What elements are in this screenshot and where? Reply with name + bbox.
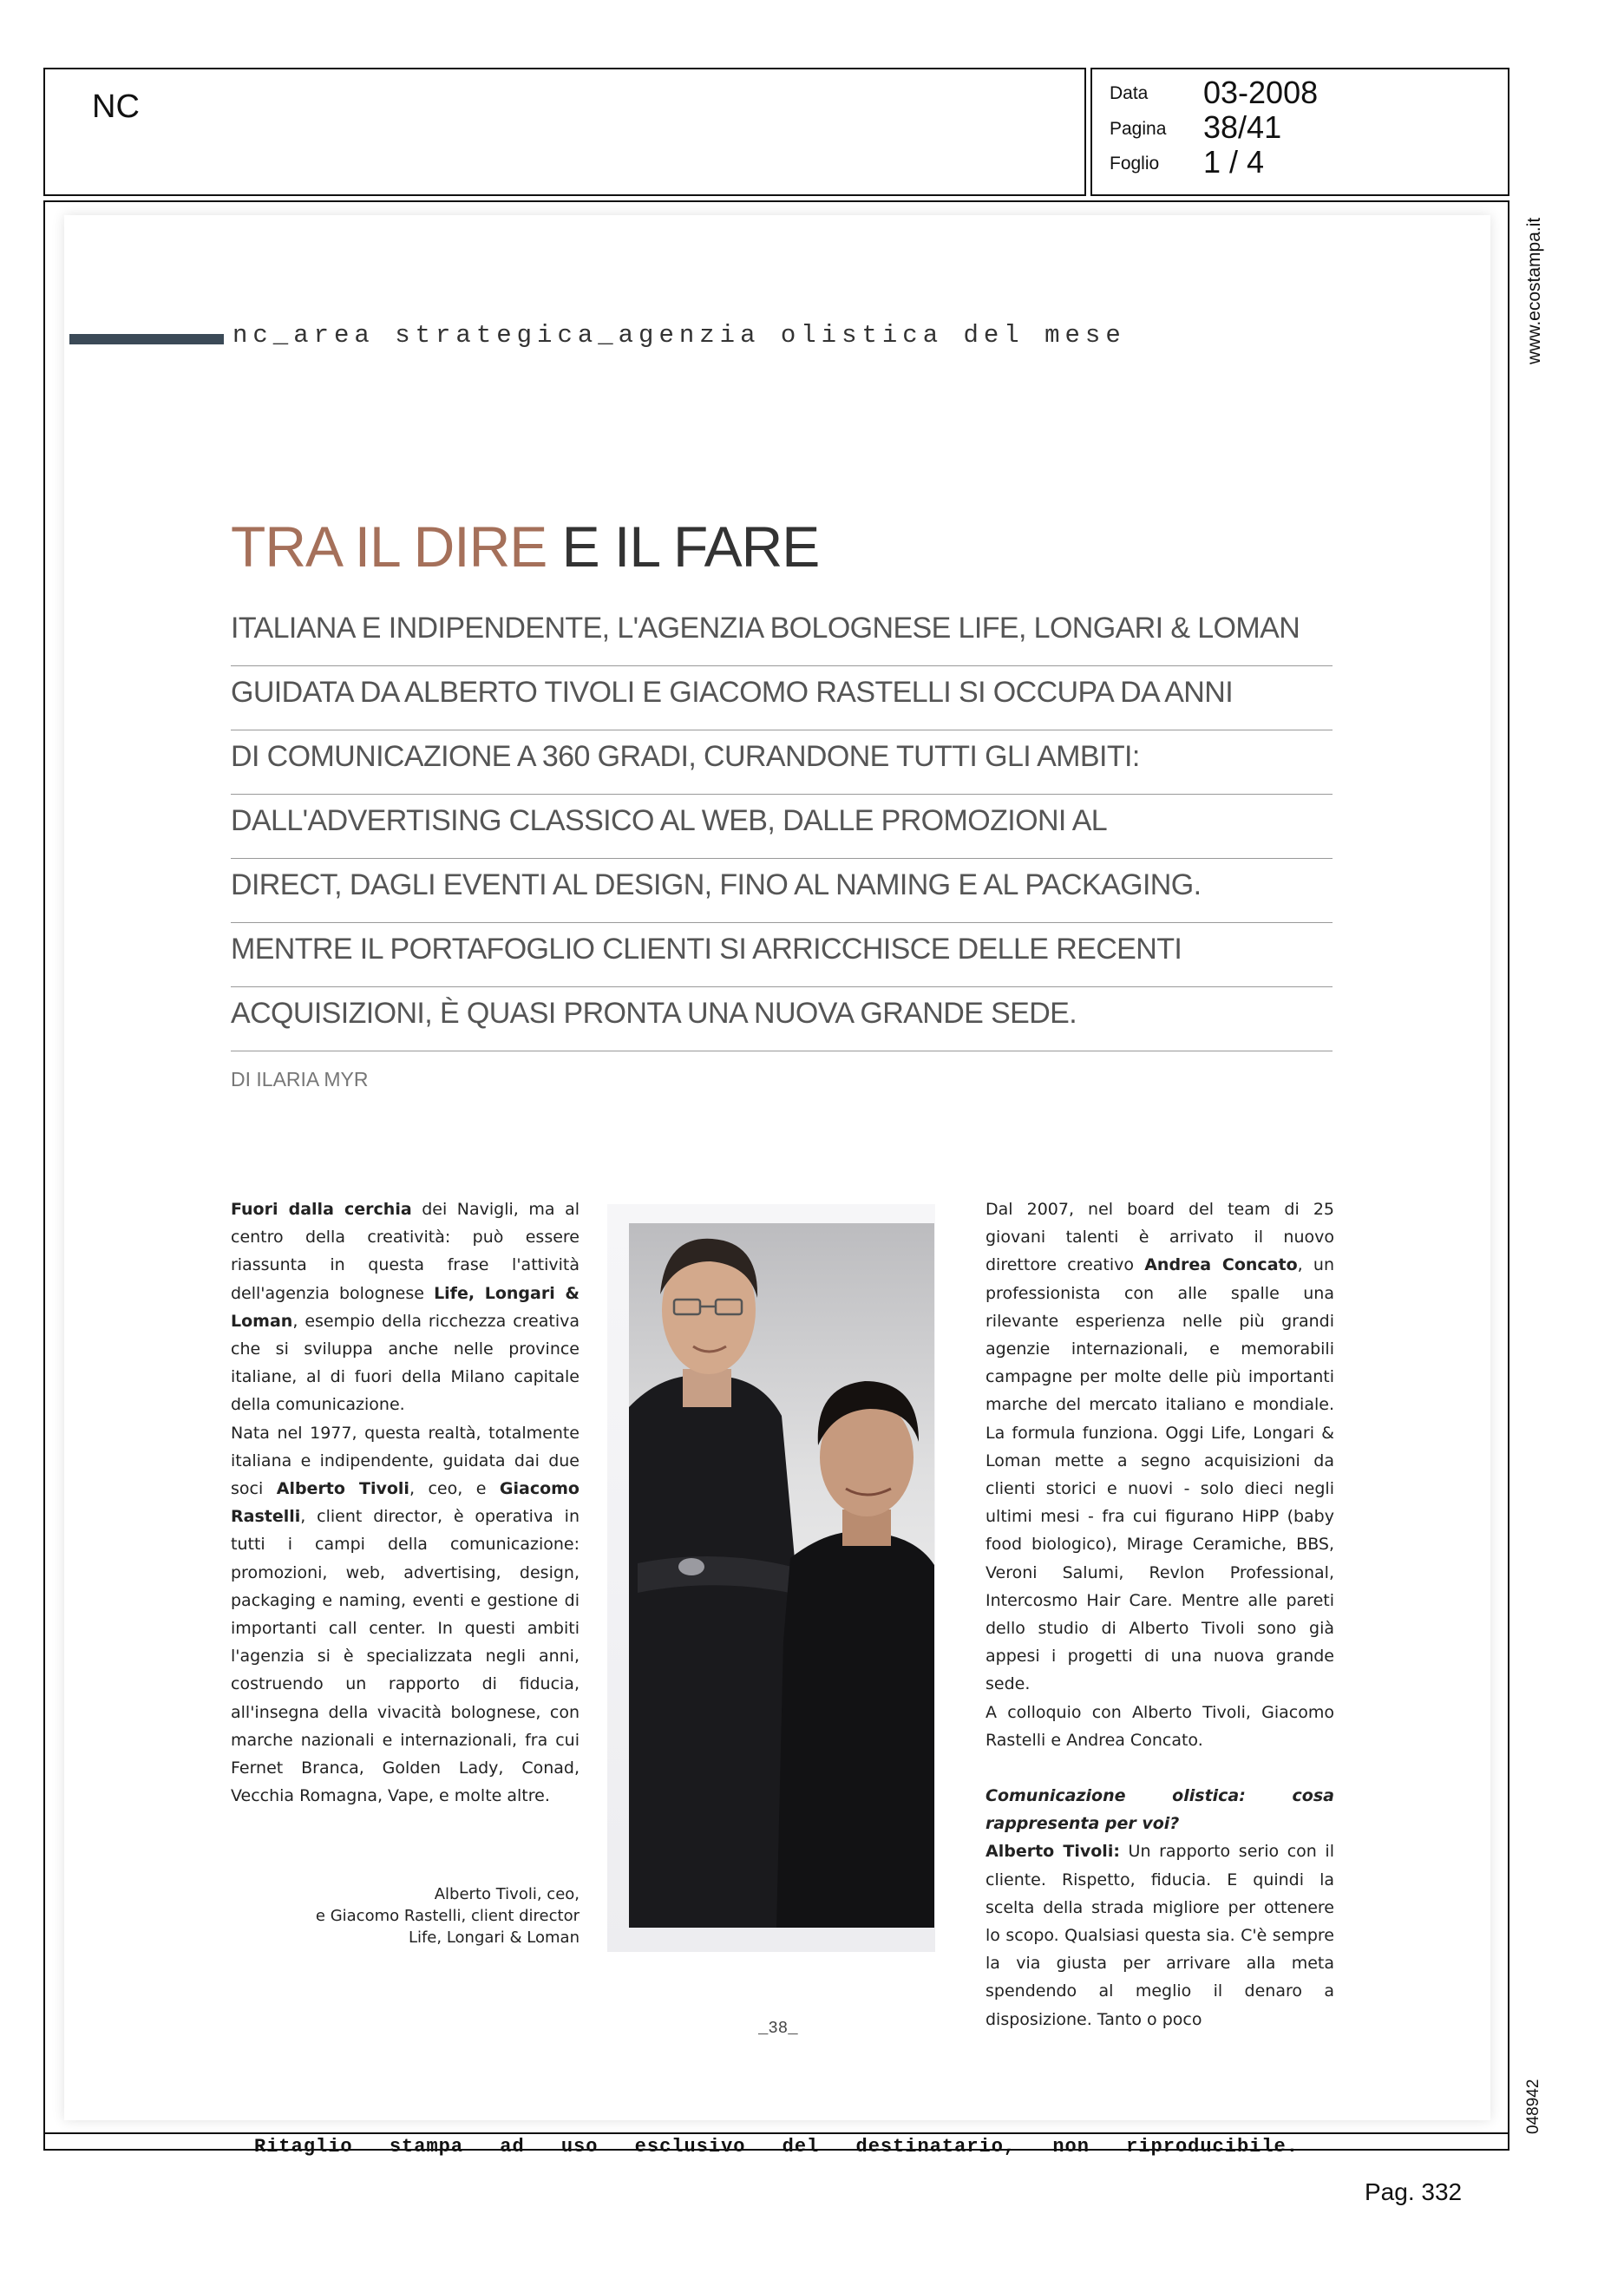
kicker: nc_area strategica_agenzia olistica del mese — [232, 321, 1126, 350]
header-meta-box — [1090, 68, 1509, 196]
header-code-box — [43, 68, 1086, 196]
caption-line: Life, Longari & Loman — [408, 1929, 580, 1947]
byline: DI ILARIA MYR — [231, 1068, 369, 1090]
text-run: Nata nel 1977, questa realtà, totalmente italiana e indipendente, guidata dai due soci — [231, 1423, 580, 1499]
data-value: 03-2008 — [1203, 75, 1319, 110]
text-run: , ceo, e — [409, 1479, 500, 1499]
pagina-value: 38/41 — [1203, 109, 1282, 145]
body-column-right — [986, 1195, 1334, 2033]
title-part-2: E IL FARE — [547, 514, 820, 579]
header-code: NC — [92, 88, 140, 125]
caption-line: Alberto Tivoli, ceo, — [434, 1885, 580, 1903]
deck-line: GUIDATA DA ALBERTO TIVOLI E GIACOMO RASTELLI SI OCCUPA DA ANNI — [231, 666, 1333, 730]
article-deck — [231, 602, 1333, 1051]
body-column-left — [231, 1195, 580, 1810]
deck-line: DI COMUNICAZIONE A 360 GRADI, CURANDONE TUTTI GLI AMBITI: — [231, 730, 1333, 795]
text-run: , un professionista con alle spalle una rilevante esperienza nelle più grandi agenzie internazionali, e memorabili campagne per molte delle più importanti marche del mercato italiano e mondiale. La formula funziona. Oggi Life, Longari & Loman mette a segno acquisizioni da clienti storici e nuovi - solo dieci negli ultimi mesi - fra cui figurano HiPP (baby food biologico), Mirage Ceramiche, BBS, Veroni Salumi, Revlon Professional, Intercosmo Hair Care. Mentre alle pareti dello studio di Alberto Tivoli sono già appesi i progetti di una nuova grande sede. — [986, 1255, 1334, 1694]
interview-answer — [986, 1837, 1334, 2033]
interview-question: Comunicazione olistica: cosa rappresenta per voi? — [986, 1786, 1334, 1834]
paragraph — [231, 1195, 580, 1419]
deck-line: DALL'ADVERTISING CLASSICO AL WEB, DALLE PROMOZIONI AL — [231, 795, 1333, 859]
caption-line: e Giacomo Rastelli, client director — [315, 1907, 580, 1925]
text-run: dei Navigli, ma al centro della creatività: può essere riassunta in questa frase l'attività dell'agenzia bolognese — [231, 1200, 580, 1303]
article-title — [231, 514, 820, 579]
text-run: , client director, è operativa in tutti i campi della comunicazione: promozioni, web, advertising, design, packaging e naming, eventi e gestione di importanti call center. In questi ambiti l'agenzia si è specializzata negli anni, costruendo un rapporto di fiducia, all'insegna della vivacità bolognese, con marche nazionali e internazionali, fra cui Fernet Branca, Golden Lady, Conad, Vecchia Romagna, Vape, e molte altre. — [231, 1507, 580, 1806]
deck-line: DIRECT, DAGLI EVENTI AL DESIGN, FINO AL NAMING E AL PACKAGING. — [231, 859, 1333, 923]
portrait-photo — [629, 1223, 934, 1928]
lead-in: Fuori dalla cerchia — [231, 1200, 412, 1219]
folio: _38_ — [758, 2019, 798, 2038]
side-code: 048942 — [1524, 2079, 1542, 2134]
agency-name: Life, Longari & Loman — [231, 1283, 580, 1331]
deck-line: ITALIANA E INDIPENDENTE, L'AGENZIA BOLOGNESE LIFE, LONGARI & LOMAN — [231, 602, 1333, 666]
paragraph — [986, 1195, 1334, 1699]
foglio-value: 1 / 4 — [1203, 144, 1265, 180]
paragraph — [231, 1419, 580, 1811]
text-run: Un rapporto serio con il cliente. Rispetto, fiducia. E quindi la scelta della strada migliore per ottenere lo scopo. Qualsiasi questa sia. C'è sempre la via giusta per arrivare alla meta spendendo al meglio il denaro a disposizione. Tanto o poco — [986, 1842, 1334, 2029]
text-run: , esempio della ricchezza creativa che si sviluppa anche nelle province italiane, al di fuori della Milano capitale della comunicazione. — [231, 1311, 580, 1415]
portrait-illustration — [629, 1223, 934, 1928]
person-name: Alberto Tivoli — [276, 1479, 409, 1499]
kicker-bar — [69, 334, 224, 344]
footer-divider — [43, 2132, 1509, 2134]
reproduction-notice: Ritaglio stampa ad uso esclusivo del destinatario, non riproducibile. — [254, 2136, 1299, 2158]
pagina-label: Pagina — [1110, 119, 1167, 139]
deck-line: MENTRE IL PORTAFOGLIO CLIENTI SI ARRICCHISCE DELLE RECENTI — [231, 923, 1333, 987]
foglio-label: Foglio — [1110, 154, 1160, 174]
title-part-1: TRA IL DIRE — [231, 514, 547, 579]
text-run: Dal 2007, nel board del team di 25 giovani talenti è arrivato il nuovo direttore creativo — [986, 1200, 1334, 1275]
data-label: Data — [1110, 83, 1149, 103]
person-name: Giacomo Rastelli — [231, 1479, 580, 1527]
deck-line: ACQUISIZIONI, È QUASI PRONTA UNA NUOVA GRANDE SEDE. — [231, 987, 1333, 1051]
paragraph: A colloquio con Alberto Tivoli, Giacomo Rastelli e Andrea Concato. — [986, 1702, 1334, 1750]
speaker-name: Alberto Tivoli: — [986, 1842, 1120, 1862]
page-number: Pag. 332 — [1365, 2178, 1463, 2205]
person-name: Andrea Concato — [1144, 1255, 1298, 1275]
photo-caption — [260, 1883, 580, 1948]
side-url: www.ecostampa.it — [1524, 217, 1544, 364]
